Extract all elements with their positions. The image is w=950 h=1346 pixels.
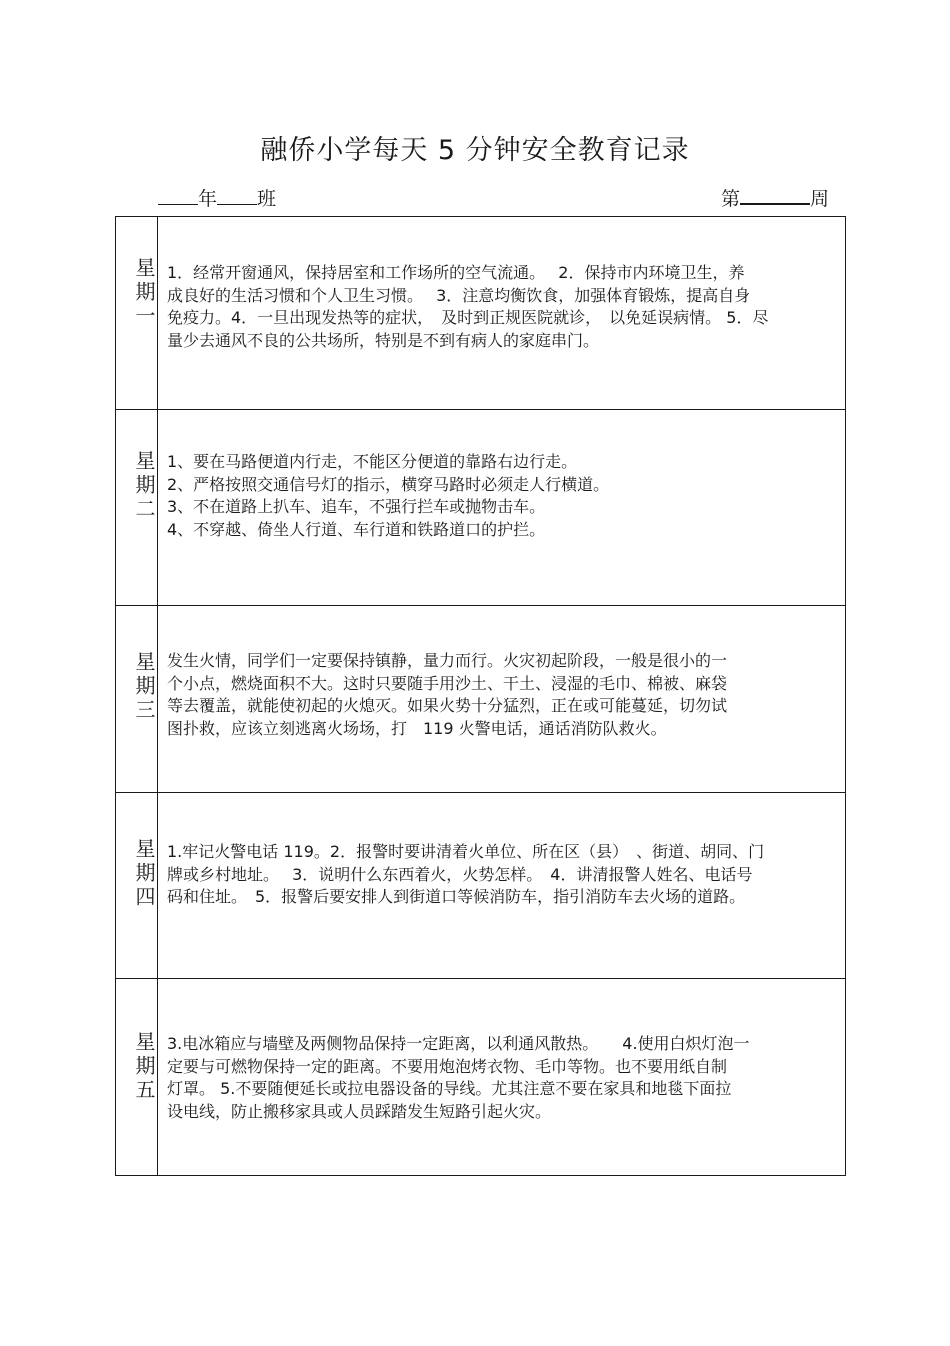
table-row xyxy=(116,217,845,409)
grade-blank[interactable] xyxy=(158,188,198,205)
day-content-text: 3.电冰箱应与墙壁及两侧物品保持一定距离，以利通风散热。 4.使用白炽灯泡一 定要与可燃物保持一定的距离。不要用炮泡烤衣物、毛巾等物。也不要用纸自制 灯罩。 5.不要随便延长或拉电器设备的导线。尤其注意不要在家具和地毯下面拉 设电线，防止搬移家具或人员踩踏发生短路引起火灾。 xyxy=(167,1034,750,1121)
day-cell xyxy=(116,793,158,978)
document-title: 融侨小学每天 5 分钟安全教育记录 xyxy=(260,135,690,166)
day-cell xyxy=(116,606,158,792)
grade-suffix: 年 xyxy=(198,188,218,210)
class-line xyxy=(158,184,276,211)
table-row xyxy=(116,409,845,605)
safety-record-table xyxy=(115,216,846,1176)
table-row xyxy=(116,605,845,792)
class-suffix: 班 xyxy=(257,188,277,210)
day-label: 星期四 xyxy=(132,838,156,910)
week-line xyxy=(721,184,829,211)
day-content-text: 1.牢记火警电话 119。2．报警时要讲清着火单位、所在区（县） 、街道、胡同、门 牌或乡村地址。 3．说明什么东西着火，火势怎样。 4．讲清报警人姓名、电话号 码和住址。 5．报警后要安排人到街道口等候消防车，指引消防车去火场的道路。 xyxy=(167,842,765,906)
day-label: 星期三 xyxy=(132,651,156,723)
day-content-text: 1、要在马路便道内行走，不能区分便道的靠路右边行走。 2、严格按照交通信号灯的指示，横穿马路时必须走人行横道。 3、不在道路上扒车、追车，不强行拦车或抛物击车。 4、不穿越、倚坐人行道、车行道和铁路道口的护拦。 xyxy=(167,452,610,539)
content-cell xyxy=(158,606,845,792)
week-blank[interactable] xyxy=(740,187,810,205)
table-row xyxy=(116,978,845,1175)
class-blank[interactable] xyxy=(217,188,257,205)
day-cell xyxy=(116,979,158,1175)
day-content-text: 发生火情，同学们一定要保持镇静，量力而行。火灾初起阶段，一般是很小的一 个小点，燃烧面积不大。这时只要随手用沙土、干土、浸湿的毛巾、棉被、麻袋 等去覆盖，就能使初起的火熄灭。如果火势十分猛烈，正在或可能蔓延，切勿试 图扑救，应该立刻逃离火场场，打 119 火警电话，通话消防队救火。 xyxy=(167,651,728,738)
week-prefix: 第 xyxy=(721,188,741,210)
content-cell xyxy=(158,979,845,1175)
content-cell xyxy=(158,410,845,605)
content-cell xyxy=(158,793,845,978)
week-suffix: 周 xyxy=(810,188,830,210)
day-label: 星期五 xyxy=(132,1031,156,1103)
day-cell xyxy=(116,217,158,409)
day-label: 星期二 xyxy=(132,450,156,522)
content-cell xyxy=(158,217,845,409)
day-content-text: 1．经常开窗通风，保持居室和工作场所的空气流通。 2．保持市内环境卫生，养 成良好的生活习惯和个人卫生习惯。 3．注意均衡饮食，加强体育锻炼，提高自身 免疫力。4．一旦出现发热等的症状， 及时到正规医院就诊， 以免延误病情。 5．尽 量少去通风不良的公共场所，特别是不到有病人的家庭串门。 xyxy=(167,263,769,350)
table-row xyxy=(116,792,845,978)
day-cell xyxy=(116,410,158,605)
day-label: 星期一 xyxy=(132,257,156,329)
